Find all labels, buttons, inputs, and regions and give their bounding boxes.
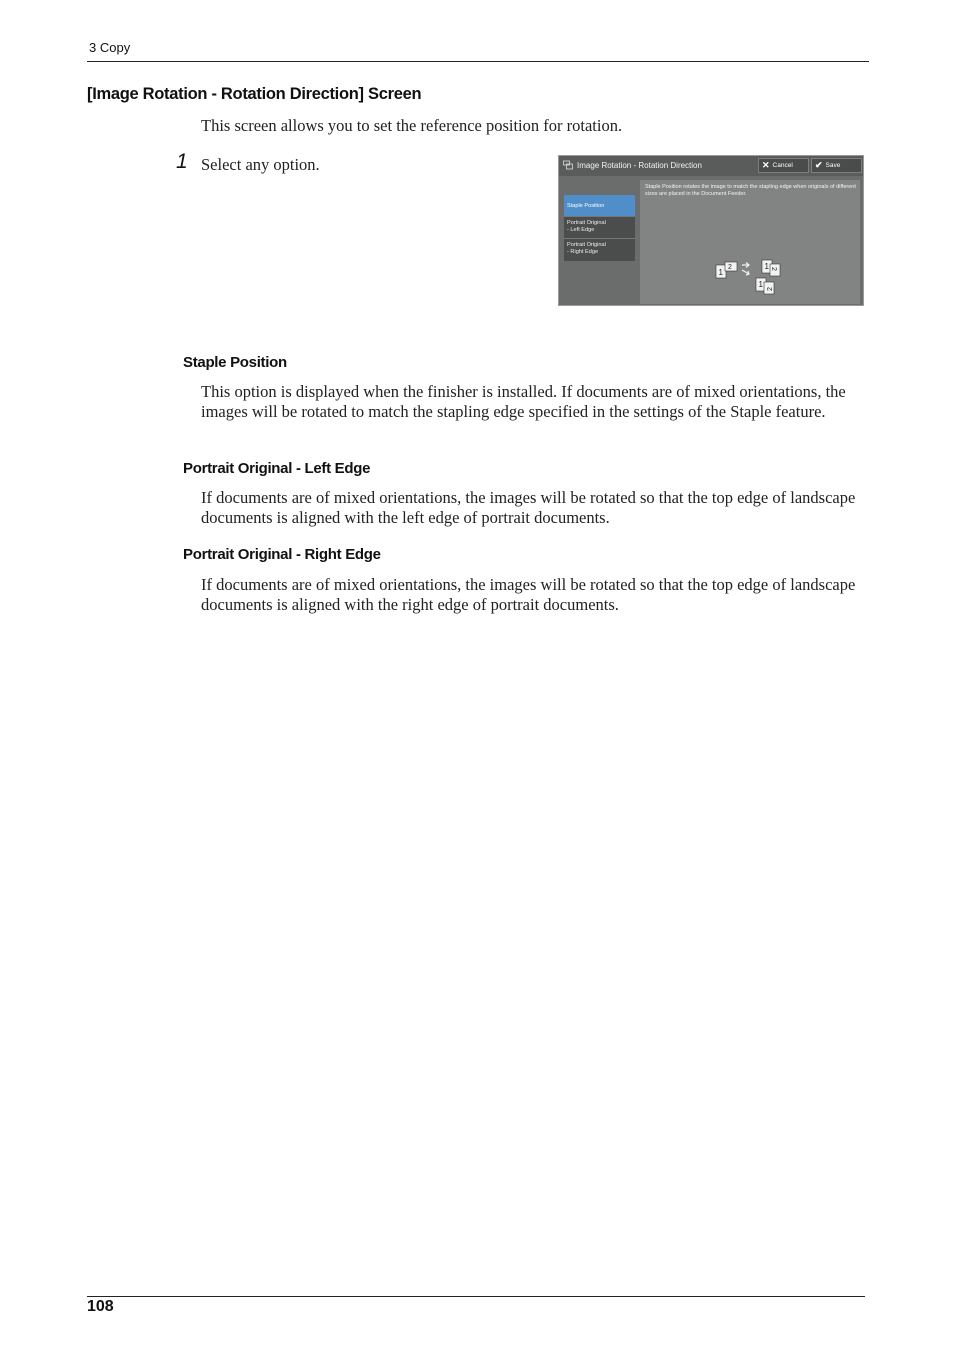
option-heading-staple-position: Staple Position (183, 354, 287, 371)
device-panel-screenshot (558, 155, 864, 306)
rotation-illustration-icon (714, 257, 784, 297)
panel-title: Image Rotation - Rotation Direction (577, 161, 702, 170)
image-rotation-icon (563, 160, 573, 170)
step-text: Select any option. (201, 155, 320, 174)
svg-text:1: 1 (764, 262, 769, 271)
close-icon: ✕ (762, 160, 770, 170)
panel-title-bar (559, 156, 863, 176)
header-divider (87, 61, 869, 62)
save-button[interactable] (811, 158, 862, 173)
menu-item-label: Portrait Original (567, 220, 606, 226)
cancel-label: Cancel (772, 162, 793, 169)
menu-item-label: Staple Position (567, 203, 605, 209)
section-intro: This screen allows you to set the reference position for rotation. (201, 116, 623, 135)
option-text-portrait-left-edge: If documents are of mixed orientations, the images will be rotated so that the top edge of landscape documents is aligned with the left edge of portrait documents. (201, 488, 856, 527)
option-detail-area (640, 180, 860, 304)
footer-divider (87, 1296, 865, 1297)
save-label: Save (825, 162, 841, 169)
svg-text:1: 1 (758, 280, 763, 289)
page-number: 108 (87, 1298, 114, 1315)
menu-item-portrait-left-edge[interactable] (564, 217, 635, 239)
menu-item-label: - Left Edge (567, 227, 595, 233)
option-heading-portrait-right-edge: Portrait Original - Right Edge (183, 546, 381, 563)
cancel-button[interactable] (758, 158, 809, 173)
svg-text:2: 2 (728, 264, 732, 271)
svg-text:1: 1 (718, 268, 723, 277)
menu-item-staple-position[interactable] (564, 195, 635, 217)
option-text-staple-position: This option is displayed when the finisher is installed. If documents are of mixed orientations, the images will be rotated to match the stapling edge specified in the settings of the Staple feature. (201, 382, 846, 421)
menu-item-label: Portrait Original (567, 242, 606, 248)
step-number: 1 (176, 150, 188, 173)
option-text-portrait-right-edge: If documents are of mixed orientations, the images will be rotated so that the top edge of landscape documents is aligned with the right edge of portrait documents. (201, 575, 856, 614)
menu-item-portrait-right-edge[interactable] (564, 239, 635, 261)
svg-text:2: 2 (770, 267, 777, 271)
section-title: [Image Rotation - Rotation Direction] Screen (87, 85, 422, 103)
svg-text:2: 2 (767, 287, 774, 291)
option-description: Staple Position rotates the image to match the stapling edge when originals of different sizes are placed in the Document Feeder. (645, 184, 856, 197)
running-header: 3 Copy (89, 40, 131, 55)
checkmark-icon: ✔ (815, 160, 823, 170)
option-heading-portrait-left-edge: Portrait Original - Left Edge (183, 460, 371, 477)
menu-item-label: - Right Edge (567, 249, 599, 255)
